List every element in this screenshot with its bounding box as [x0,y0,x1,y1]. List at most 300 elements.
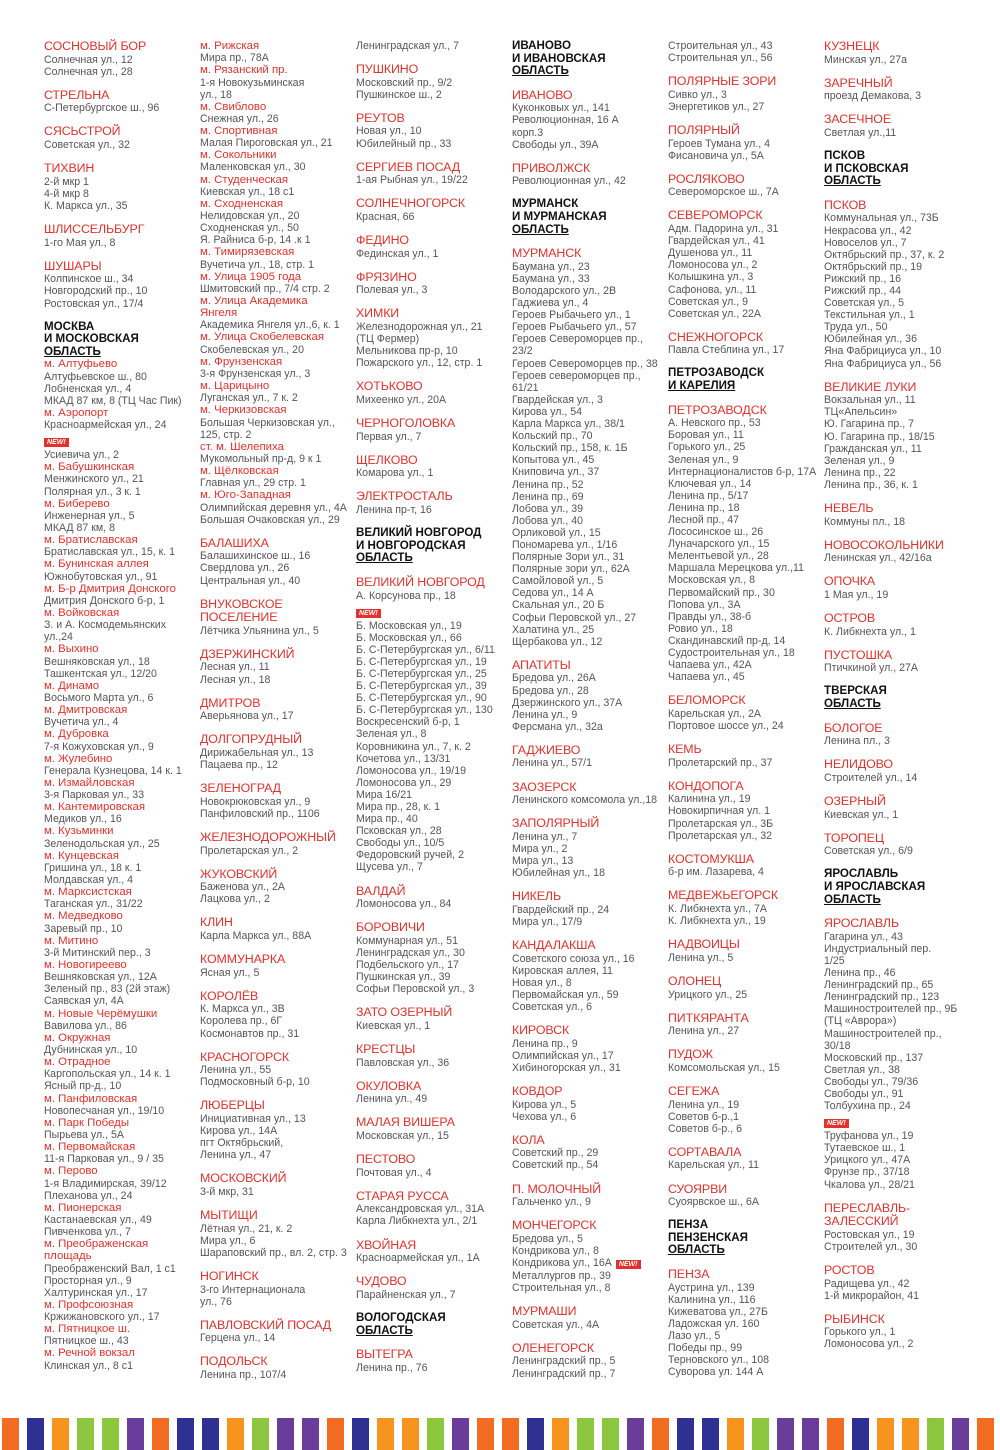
entry-text: м. Панфиловская [44,1092,138,1105]
entry-text: Строителей ул., 14 [824,771,918,784]
entry-text: ЖУКОВСКИЙ [200,866,278,881]
entry-text: Горького ул., 1 [824,1326,896,1339]
entry-text: Новоселов ул., 7 [824,236,907,249]
region-heading-underlined: ОБЛАСТЬ [668,1243,725,1257]
entry-text: Ферсмана ул., 32а [512,720,603,733]
store-address [824,1028,976,1040]
store-address [824,479,976,491]
entry-text: Мира ул., 13 [512,855,574,868]
city-heading [356,112,508,126]
store-address [44,449,196,461]
entry-text: Новая ул., 10 [356,125,422,138]
entry-text: Колышкина ул., 3 [668,271,754,284]
entry-text: ПУШКИНО [356,62,419,77]
store-address [200,625,352,637]
entry-text: ПЕТРОЗАВОДСК [668,402,767,417]
entry-text: Железнодорожная ул., 21 [356,321,483,333]
entry-text: Ломоносова ул., 19/19 [356,764,466,777]
store-address [824,1154,976,1166]
city-heading [668,1048,820,1062]
region-heading-underlined: ОБЛАСТЬ [44,344,101,358]
store-address [44,102,196,114]
store-address [512,1257,664,1270]
region-heading-line: ИВАНОВО [512,39,571,52]
entry-text: Душенова ул., 11 [668,247,753,260]
city-heading [824,77,976,91]
store-address [668,490,820,502]
entry-text: Павла Стеблина ул., 17 [668,344,785,357]
entry-text: Героев Рыбачьего ул., 57 [512,321,637,334]
city-heading [356,1116,508,1130]
store-address [668,903,820,915]
entry-text: ЗАПОЛЯРНЫЙ [512,816,600,831]
color-bar [627,1418,644,1450]
store-address [668,1294,820,1306]
entry-text: Дубнинская ул., 10 [44,1044,138,1057]
city-heading [512,1085,664,1099]
store-address [356,983,508,995]
entry-text: Строителей ул., 30 [824,1240,918,1253]
entry-text: м. Царицыно [200,380,270,393]
region-heading-line: ТВЕРСКАЯ [824,684,887,698]
city-heading [512,1134,664,1148]
store-address [824,249,976,261]
entry-text: Героев Тумана ул., 4 [668,137,771,150]
column-3 [356,40,508,1374]
entry-text: Гвардейская ул., 41 [668,235,765,248]
entry-text: Плеханова ул., 24 [44,1189,133,1202]
store-address [44,1275,196,1287]
store-address [200,368,352,380]
entry-text: Пролетарская ул., 32 [668,829,772,842]
city-heading [824,381,976,395]
entry-text: Лососинское ш., 26 [668,526,764,539]
store-address [512,1159,664,1171]
store-address [668,1318,820,1330]
entry-text: К. Маркса ул., 3В [200,1003,285,1016]
store-address [356,345,508,357]
store-address [356,947,508,959]
entry-text: Полярные Зори ул., 31 [512,551,625,564]
color-bar [777,1418,794,1450]
metro-station [44,558,196,570]
city-heading [356,63,508,77]
store-address [668,417,820,429]
entry-text: Ленина ул., 19 [668,1098,740,1111]
entry-text: КОЛА [512,1132,545,1147]
city-heading [356,1080,508,1094]
entry-text: Ясный пр-д., 10 [44,1080,122,1093]
store-address [824,1179,976,1191]
entry-text: Кирова ул., 5 [512,1098,577,1111]
metro-station [44,935,196,947]
store-address [44,200,196,212]
store-address [356,620,508,632]
store-address [200,283,352,295]
store-address [356,753,508,765]
store-address [200,575,352,587]
entry-text: КОРОЛЁВ [200,988,259,1003]
store-address [44,383,196,395]
store-address [44,668,196,680]
entry-text: Портовое шоссе ул., 24 [668,720,784,732]
entry-text: м. Юго-Западная [200,489,291,502]
entry-text: Снежная ул., 26 [200,112,279,125]
store-address [200,930,352,942]
entry-text: Советская ул., 6/9 [824,845,913,858]
store-address [512,599,664,611]
entry-text: РОСЛЯКОВО [668,171,745,186]
entry-text: м. Митино [44,934,99,947]
store-address [668,550,820,562]
store-address [200,747,352,759]
entry-text: ПСКОВ [824,197,867,212]
store-address [668,538,820,550]
color-bar [477,1418,494,1450]
store-address [824,394,976,406]
entry-text: м. Рязанский пр. [200,64,288,77]
store-address [824,345,976,357]
city-heading [200,782,352,796]
entry-text: КРЕСТЦЫ [356,1042,416,1056]
entry-text: Кижеватова ул., 27Б [668,1305,769,1318]
entry-text: м. Кунцевская [44,849,119,862]
store-address [44,1263,196,1275]
region-heading-line: И ИВАНОВСКАЯ [512,51,606,65]
entry-text: СОРТАВАЛА [668,1144,742,1159]
store-address [200,845,352,857]
entry-text: Героев Североморцев пр., 38 [512,357,658,370]
color-bar [227,1418,244,1450]
entry-text: Труфанова ул., 19 [824,1130,914,1143]
entry-text: Пятницкое ш., 43 [44,1335,129,1348]
store-address [356,1130,508,1142]
store-address [44,1287,196,1299]
store-address [512,491,664,503]
region-heading-line: И МУРМАНСКАЯ [512,210,607,224]
city-heading [824,758,976,772]
entry-text: Строительная ул., 43 [668,40,773,52]
store-address [44,522,196,534]
entry-text: м. Пионерская [44,1201,122,1214]
store-address [512,551,664,563]
entry-text: Панфиловский пр., 1106 [200,807,320,820]
entry-text: корп.3 [512,126,544,139]
metro-station [200,489,352,501]
entry-text: Псковская ул., 28 [356,825,442,838]
store-address [356,467,508,479]
city-heading [200,537,352,551]
city-heading [824,1264,976,1278]
store-address [512,406,664,418]
entry-text: ТОРОПЕЦ [824,830,884,845]
store-address [824,1290,976,1302]
entry-text: Янгеля [200,307,238,320]
entry-text: Сходненская ул., 50 [200,222,299,235]
entry-text: ТЦ«Апельсин» [824,406,898,419]
entry-text: Светлая ул.,11 [824,126,897,139]
city-heading [44,260,196,274]
store-address [824,212,976,224]
metro-station [44,1032,196,1044]
entry-text: 3-я Парковая ул., 33 [44,789,145,802]
store-address [512,127,664,139]
entry-text: Самойловой ул., 5 [512,575,604,588]
store-address [824,1052,976,1064]
entry-text: Интернационалистов б-р, 17А [668,465,817,478]
metro-station [44,728,196,740]
new-badge-row [356,602,508,620]
city-heading [200,611,352,625]
city-heading [512,162,664,176]
metro-station [44,498,196,510]
entry-text: Боровая ул., 11 [668,429,744,442]
store-address [824,1100,976,1112]
store-address [824,237,976,249]
entry-text: Коммунарная ул., 51 [356,934,458,947]
store-address [512,575,664,587]
store-address [824,1142,976,1154]
store-address [356,1203,508,1215]
entry-text: Труда ул., 50 [824,321,888,334]
city-heading [356,307,508,321]
entry-text: м. Первомайская [44,1141,136,1154]
entry-text: КИРОВСК [512,1023,570,1038]
entry-text: ШУШАРЫ [44,258,102,273]
store-address [512,175,664,187]
entry-text: м. Войковская [44,606,120,619]
store-address [200,1003,352,1015]
entry-text: м. Сходненская [200,197,284,210]
city-heading [356,271,508,285]
entry-text: Баумана ул., 33 [512,272,590,285]
entry-text: м. Бабушкинская [44,461,135,474]
city-heading [824,1215,976,1229]
entry-text: ЩЕЛКОВО [356,452,418,467]
store-address [512,709,664,721]
entry-text: Пушкинское ш., 2 [356,88,442,101]
store-address [668,1282,820,1294]
entry-text: ЗАТО ОЗЕРНЫЙ [356,1005,453,1020]
store-address [200,161,352,173]
store-address [200,319,352,331]
entry-text: м. Студенческая [200,173,289,186]
entry-text: Московская ул., 15 [356,1129,449,1142]
entry-text: Ладожская ул. 160 [668,1317,760,1330]
entry-text: Московский пр., 137 [824,1051,924,1064]
entry-text: 3-я Фрунзенская ул., 3 [200,367,311,380]
city-heading [512,89,664,103]
city-heading [824,722,976,736]
store-address [200,1113,352,1125]
city-heading [200,916,352,930]
entry-text: м. Перово [44,1165,98,1178]
entry-text: Мира пр., 40 [356,813,418,826]
entry-text: Ленинского комсомола ул.,18 [512,794,657,807]
entry-text: Вешняковская ул., 18 [44,655,150,668]
city-heading [356,1043,508,1057]
entry-text: Суворова ул. 144 А [668,1366,764,1379]
entry-text: ДОЛГОПРУДНЫЙ [200,732,302,747]
store-address [824,358,976,370]
city-heading [200,1051,352,1065]
city-heading [824,502,976,516]
entry-text: Зеленая ул., 8 [356,728,427,741]
store-address [44,66,196,78]
store-address [200,1137,352,1149]
entry-text: Ленина пр., 46 [824,967,896,980]
entry-text: ЯРОСЛАВЛЬ [824,916,899,931]
store-address [512,479,664,491]
city-heading [512,659,664,673]
entry-text: СЕГЕЖА [668,1083,720,1098]
entry-text: Щусева ул., 7 [356,861,423,874]
entry-text: ОЛОНЕЦ [668,973,722,988]
city-heading [512,1183,664,1197]
store-address [512,1245,664,1257]
entry-text: КОСТОМУКША [668,851,754,866]
city-heading [200,648,352,662]
store-address [668,805,820,817]
entry-text: Большая Очаковская ул., 29 [200,513,340,526]
store-address [356,632,508,644]
store-address [44,947,196,959]
entry-text: Новокирпичная ул. 1 [668,805,771,818]
store-address [668,1123,820,1135]
entry-text: Луначарского ул., 15 [668,538,770,551]
store-address [200,661,352,673]
store-address [512,442,664,454]
store-address [668,138,820,150]
city-heading [356,417,508,431]
store-address [44,298,196,310]
store-address [44,716,196,728]
store-address [512,867,664,879]
store-address [824,1326,976,1338]
entry-text: 1-я Новокузьминская [200,76,305,89]
entry-text: Советская ул., 22А [668,307,761,320]
entry-text: МУРМАНСК [512,246,582,261]
entry-text: РОСТОВ [824,1263,875,1277]
store-address [356,765,508,777]
entry-text: 30/18 [824,1039,851,1052]
entry-text: Карельская ул., 2А [668,707,761,720]
metro-station [200,174,352,186]
store-address [824,1278,976,1290]
column-4 [512,40,664,1380]
store-address [200,89,352,101]
city-heading [668,173,820,187]
city-heading [668,938,820,952]
entry-text: ПЕСТОВО [356,1152,416,1167]
entry-text: ПУДОЖ [668,1047,713,1062]
entry-text: ул., 18 [200,88,232,101]
store-address [44,546,196,558]
entry-text: Ровио ул., 18 [668,622,733,635]
entry-text: Пожарского ул., 12, стр. 1 [356,357,483,370]
color-bar [602,1418,619,1450]
city-heading [668,694,820,708]
entry-text: МУРМАШИ [512,1304,577,1319]
entry-text: НОВОСОКОЛЬНИКИ [824,537,944,552]
entry-text: Машиностроителей пр., 9Б [824,1003,958,1016]
metro-station [200,295,352,307]
entry-text: м. Новые Черёмушки [44,1007,158,1020]
entry-text: Шараповский пр., вл. 2, стр. 3 [200,1246,347,1259]
store-address [512,1099,664,1111]
metro-station [44,607,196,619]
city-heading [200,733,352,747]
city-heading [356,576,508,590]
store-address [668,659,820,671]
entry-text: Энергетиков ул., 27 [668,100,765,113]
entry-text: СЕВЕРОМОРСК [668,208,763,223]
store-address [824,1064,976,1076]
store-address [356,656,508,668]
entry-text: м. Речной вокзал [44,1347,135,1360]
store-address [44,419,196,431]
entry-text: проезд Демакова, 3 [824,90,921,103]
entry-text: (ТЦ Фермер) [356,333,420,346]
city-heading [200,990,352,1004]
metro-station [44,704,196,716]
color-bar [502,1418,519,1450]
entry-text: ВЕЛИКИЙ НОВГОРОД [356,574,485,589]
color-bar [327,1418,344,1450]
entry-text: Бредова ул., 28 [512,684,589,697]
metro-station [44,643,196,655]
color-bar [652,1418,669,1450]
entry-text: м. Дмитровская [44,704,128,716]
store-address [512,1368,664,1380]
entry-text: Скобелевская ул., 20 [200,343,304,356]
entry-text: м. Кантемировская [44,801,146,814]
entry-text: Аверьянова ул., 17 [200,710,294,723]
metro-station [200,101,352,113]
store-address [512,333,664,345]
entry-text: Вавилова ул., 86 [44,1019,127,1032]
entry-text: пгт Октябрьский, [200,1137,284,1150]
entry-text: Кондрикова ул., 16А [512,1256,612,1269]
city-heading [668,209,820,223]
store-address [824,772,976,784]
store-address [512,1196,664,1208]
entry-text: Советская ул., 6 [512,1000,593,1013]
store-address [668,1366,820,1378]
entry-text: СЕРГИЕВ ПОСАД [356,159,461,174]
entry-text: ПОДОЛЬСК [200,1354,268,1369]
entry-text: Птичкиной ул., 27А [824,662,918,675]
entry-text: Вокзальная ул., 11 [824,394,916,407]
entry-text: Зеленодольская ул., 25 [44,837,160,850]
store-address [824,1130,976,1142]
entry-text: Герцена ул., 14 [200,1332,276,1345]
city-heading [356,921,508,935]
entry-text: м. Новогиреево [44,959,127,972]
entry-text: Ленинская ул., 42/16а [824,552,932,565]
store-address [200,1186,352,1198]
city-heading [512,1305,664,1319]
store-address [824,967,976,979]
entry-text: БЕЛОМОРСК [668,693,746,708]
color-bar [277,1418,294,1450]
entry-text: Машиностроителей пр., [824,1027,942,1040]
store-address [668,296,820,308]
store-address [356,321,508,333]
store-address [512,904,664,916]
entry-text: Свободы ул., 79/36 [824,1075,919,1088]
entry-text: БОРОВИЧИ [356,920,425,935]
